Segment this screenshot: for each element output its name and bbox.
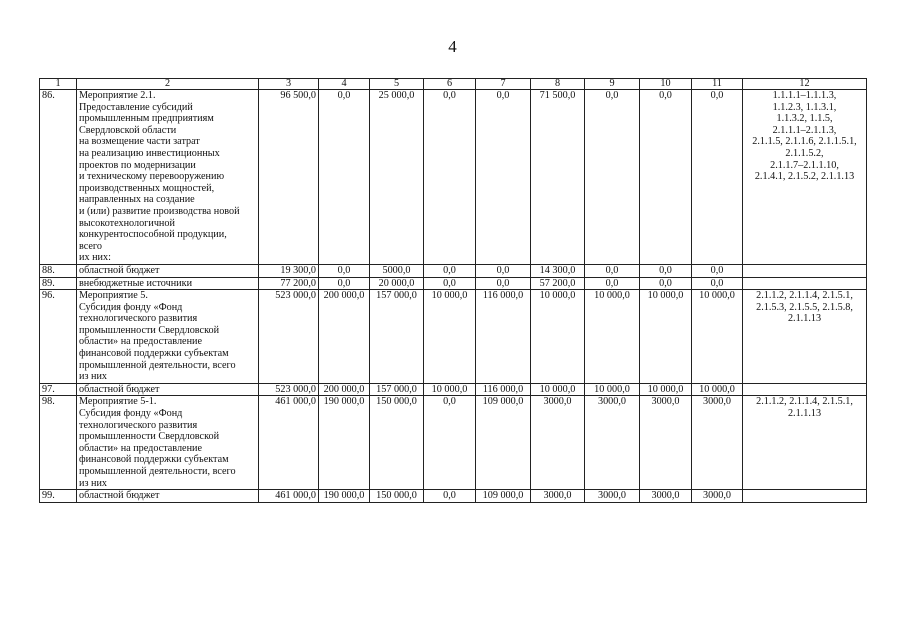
value-cell: 0,0: [424, 90, 476, 265]
row-title: Мероприятие 5-1. Субсидия фонду «Фонд технологического развития промышленности Свердловской области» на предоставление финансовой поддержки субъектам промышленной деятельности, всего из них: [77, 396, 259, 490]
value-cell: 0,0: [424, 264, 476, 277]
value-cell: 190 000,0: [319, 490, 370, 503]
column-header-8: 8: [531, 79, 585, 90]
table-row: [40, 264, 867, 277]
table-row: [40, 290, 867, 384]
value-cell: 109 000,0: [476, 396, 531, 490]
value-cell: 157 000,0: [370, 290, 424, 384]
column-header-12: 12: [743, 79, 867, 90]
value-cell: 71 500,0: [531, 90, 585, 265]
value-cell: 5000,0: [370, 264, 424, 277]
column-header-10: 10: [640, 79, 692, 90]
value-cell: 3000,0: [585, 396, 640, 490]
value-cell: 157 000,0: [370, 383, 424, 396]
value-cell: 0,0: [585, 90, 640, 265]
value-cell: 523 000,0: [259, 290, 319, 384]
value-cell: 10 000,0: [424, 290, 476, 384]
row-number: 99.: [40, 490, 77, 503]
value-cell: 3000,0: [640, 490, 692, 503]
table-row: [40, 90, 867, 265]
value-cell: 10 000,0: [585, 383, 640, 396]
header-row: [40, 79, 867, 90]
value-cell: 461 000,0: [259, 490, 319, 503]
budget-table: [39, 78, 867, 503]
value-cell: 150 000,0: [370, 396, 424, 490]
row-number: 86.: [40, 90, 77, 265]
row-number: 88.: [40, 264, 77, 277]
value-cell: 0,0: [476, 277, 531, 290]
value-cell: 116 000,0: [476, 383, 531, 396]
value-cell: 190 000,0: [319, 396, 370, 490]
row-title: областной бюджет: [77, 383, 259, 396]
value-cell: 0,0: [585, 264, 640, 277]
value-cell: 10 000,0: [531, 383, 585, 396]
row-title: внебюджетные источники: [77, 277, 259, 290]
row-number: 98.: [40, 396, 77, 490]
value-cell: 116 000,0: [476, 290, 531, 384]
value-cell: 14 300,0: [531, 264, 585, 277]
reference-cell: [743, 264, 867, 277]
value-cell: 0,0: [319, 90, 370, 265]
column-header-5: 5: [370, 79, 424, 90]
column-header-2: 2: [77, 79, 259, 90]
value-cell: 0,0: [640, 277, 692, 290]
value-cell: 57 200,0: [531, 277, 585, 290]
value-cell: 0,0: [585, 277, 640, 290]
reference-cell: [743, 277, 867, 290]
table-row: [40, 490, 867, 503]
column-header-11: 11: [692, 79, 743, 90]
reference-cell: [743, 490, 867, 503]
value-cell: 0,0: [424, 277, 476, 290]
value-cell: 0,0: [476, 264, 531, 277]
value-cell: 10 000,0: [531, 290, 585, 384]
reference-cell: 1.1.1.1–1.1.1.3, 1.1.2.3, 1.1.3.1, 1.1.3.2, 1.1.5, 2.1.1.1–2.1.1.3, 2.1.1.5, 2.1.1.6, 2.1.1.5.1, 2.1.1.5.2, 2.1.1.7–2.1.1.10, 2.1.4.1, 2.1.5.2, 2.1.1.13: [743, 90, 867, 265]
column-header-7: 7: [476, 79, 531, 90]
row-number: 97.: [40, 383, 77, 396]
row-number: 89.: [40, 277, 77, 290]
value-cell: 0,0: [319, 277, 370, 290]
table-row: [40, 396, 867, 490]
value-cell: 0,0: [476, 90, 531, 265]
value-cell: 3000,0: [585, 490, 640, 503]
value-cell: 0,0: [424, 490, 476, 503]
value-cell: 25 000,0: [370, 90, 424, 265]
page-number: 4: [448, 37, 457, 56]
value-cell: 19 300,0: [259, 264, 319, 277]
value-cell: 3000,0: [692, 490, 743, 503]
column-header-4: 4: [319, 79, 370, 90]
column-header-1: 1: [40, 79, 77, 90]
value-cell: 10 000,0: [692, 383, 743, 396]
value-cell: 3000,0: [531, 396, 585, 490]
reference-cell: [743, 383, 867, 396]
column-header-9: 9: [585, 79, 640, 90]
value-cell: 109 000,0: [476, 490, 531, 503]
value-cell: 10 000,0: [424, 383, 476, 396]
value-cell: 10 000,0: [585, 290, 640, 384]
value-cell: 77 200,0: [259, 277, 319, 290]
value-cell: 461 000,0: [259, 396, 319, 490]
column-header-3: 3: [259, 79, 319, 90]
value-cell: 150 000,0: [370, 490, 424, 503]
value-cell: 10 000,0: [640, 290, 692, 384]
value-cell: 3000,0: [531, 490, 585, 503]
value-cell: 0,0: [319, 264, 370, 277]
value-cell: 96 500,0: [259, 90, 319, 265]
value-cell: 0,0: [692, 264, 743, 277]
value-cell: 3000,0: [692, 396, 743, 490]
table-row: [40, 277, 867, 290]
row-title: Мероприятие 5. Субсидия фонду «Фонд технологического развития промышленности Свердловской области» на предоставление финансовой поддержки субъектам промышленной деятельности, всего из них: [77, 290, 259, 384]
row-title: Мероприятие 2.1. Предоставление субсидий промышленным предприятиям Свердловской области на возмещение части затрат на реализацию инвестиционных проектов по модернизации и техническому перевооружению производственных мощностей, направленных на создание и (или) развитие производства новой высокотехнологичной конкурентоспособной продукции, всего их них:: [77, 90, 259, 265]
reference-cell: 2.1.1.2, 2.1.1.4, 2.1.5.1, 2.1.5.3, 2.1.5.5, 2.1.5.8, 2.1.1.13: [743, 290, 867, 384]
value-cell: 0,0: [692, 90, 743, 265]
column-header-6: 6: [424, 79, 476, 90]
value-cell: 200 000,0: [319, 290, 370, 384]
table-row: [40, 383, 867, 396]
value-cell: 3000,0: [640, 396, 692, 490]
row-number: 96.: [40, 290, 77, 384]
value-cell: 523 000,0: [259, 383, 319, 396]
value-cell: 0,0: [640, 90, 692, 265]
row-title: областной бюджет: [77, 490, 259, 503]
value-cell: 200 000,0: [319, 383, 370, 396]
value-cell: 0,0: [424, 396, 476, 490]
row-title: областной бюджет: [77, 264, 259, 277]
value-cell: 0,0: [692, 277, 743, 290]
value-cell: 0,0: [640, 264, 692, 277]
reference-cell: 2.1.1.2, 2.1.1.4, 2.1.5.1, 2.1.1.13: [743, 396, 867, 490]
value-cell: 20 000,0: [370, 277, 424, 290]
value-cell: 10 000,0: [640, 383, 692, 396]
value-cell: 10 000,0: [692, 290, 743, 384]
